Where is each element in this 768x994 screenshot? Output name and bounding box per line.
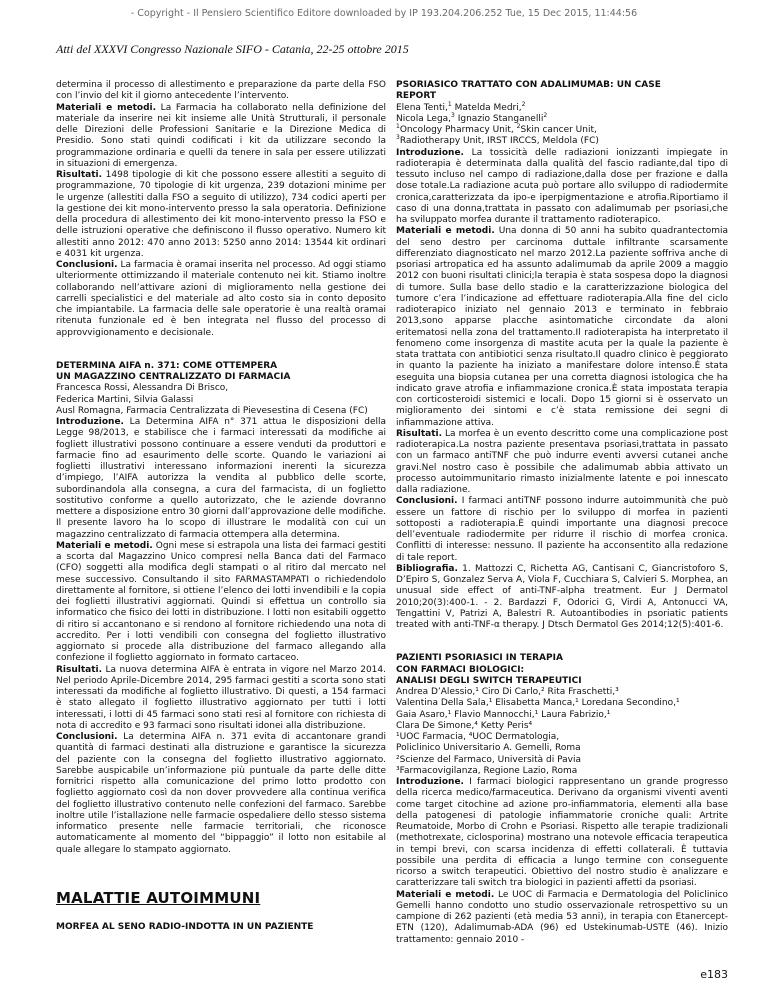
paragraph bbox=[396, 429, 728, 497]
heading-label: Conclusioni. bbox=[56, 732, 118, 742]
body-text: La determina AIFA n. 371 evita di accantonare grandi quantità di farmaci destinati alla distruzione e garantisce la sicurezza del paziente con la consegna del foglietto illustrativo aggiornato. Sarebbe auspicabile un’informazione più puntuale da parte delle ditte fornitrici rispetto alla comunicazione del primo lotto prodotto con foglietto aggiornato così da non dover provvedere alla continua verifica del foglietto illustrativo contenuto nelle confezioni del farmaco. Sarebbe inoltre utile l’istallazione nelle farmacie ospedaliere dello stesso sistema informatico presente nelle farmacie territoriali, che riconosce automaticamente al momento del “bippaggio” il lotto non esitabile al quale allegare lo stampato aggiornato. bbox=[56, 732, 386, 855]
heading-label: Bibliografia. bbox=[396, 563, 458, 574]
body-text: La morfea è un evento descritto come una complicazione post radioterapica.La nostra paziente presentava psoriasi,trattata in passato con un farmaco antiTNF che può indurre eventi avversi cutanei anche gravi.Nel nostro caso è possibile che adalimumab abbia attivato un processo autoimmunitario rimasto inizialmente latente e poi innescato dalla radiazione. bbox=[396, 428, 728, 495]
affiliation: ³Farmacovigilanza, Regione Lazio, Roma bbox=[396, 765, 578, 776]
affiliation: $^1$Oncology Pharmacy Unit, $^2$Skin cancer Unit, bbox=[396, 123, 597, 135]
body-text: I farmaci biologici rappresentano un grande progresso della ricerca medico/farmaceutica. Derivano da organismi viventi aventi come target citochine ad azione pro-infiammatoria, elementi alla base della patogenesi di patologie infiammatorie croniche quali: Artrite Reumatoide, Morbo di Crohn e Psoriasi. Rispetto alle terapie tradizionali (methotrexate, ciclosporina) mostrano una notevole efficacia terapeutica in tempi brevi, con scarsa incidenza di effetti collaterali. È tuttavia possibile una perdita di efficacia a lungo termine con conseguente ricorso a switch terapeutici. Obiettivo del nostro studio è analizzare e caratterizzare tali switch tra biologici in pazienti affetti da psoriasi. bbox=[396, 777, 728, 889]
heading-label: Introduzione. bbox=[396, 147, 464, 158]
paragraph bbox=[396, 148, 728, 227]
running-header: Atti del XXXVI Congresso Nazionale SIFO - Catania, 22-25 ottobre 2015 bbox=[56, 42, 409, 56]
paragraph bbox=[396, 890, 728, 946]
paragraph bbox=[56, 103, 386, 171]
body-text: I farmaci antiTNF possono indurre autoimmunità che può essere un fattore di rischio per lo sviluppo di morfea in pazienti sottoposti a radioterapia.È quindi importante una diagnosi precoce dell’eventuale radiodermite per ridurre il rischio di morfea cronica. Conflitti di interesse: nessuno. Il paziente ha acconsentito alla redazione di tale report. bbox=[396, 496, 728, 563]
body-text: Le UOC di Farmacia e Dermatologia del Policlinico Gemelli hanno condotto uno studio osservazionale retrospettivo su un campione di 262 pazienti (età media 53 anni), in terapia con Etanercept-ETN (120), Adalimumab-ADA (96) ed Ustekinumab-USTE (46). Inizio trattamento: gennaio 2010 - bbox=[396, 889, 728, 945]
heading-label: Risultati. bbox=[56, 170, 103, 180]
section-title: MALATTIE AUTOIMMUNI bbox=[56, 888, 261, 907]
body-text: La Farmacia ha collaborato nella definizione del materiale da inserire nei kit insieme alle Unità Strutturali, il personale delle Direzioni delle Professioni Sanitarie e la Direzione Medica di Presidio. Sono stati quindi codificati i kit da utilizzare secondo la programmazione ordinaria e quelli da tenere in sala per essere utilizzati in situazioni di emergenza. bbox=[56, 102, 386, 169]
heading-label: Risultati. bbox=[56, 664, 103, 675]
paragraph bbox=[56, 260, 386, 339]
heading-label: Materiali e metodi. bbox=[396, 889, 495, 900]
authors: Francesca Rossi, Alessandra Di Brisco, bbox=[56, 383, 229, 394]
article-title: UN MAGAZZINO CENTRALIZZATO DI FARMACIA bbox=[56, 372, 291, 382]
left-column bbox=[56, 80, 386, 933]
authors: Clara De Simone,⁴ Ketty Peris⁴ bbox=[396, 720, 533, 731]
article-title: PSORIASICO TRATTATO CON ADALIMUMAB: UN CASE bbox=[396, 80, 661, 90]
paragraph bbox=[396, 226, 728, 429]
authors: Federica Martini, Silvia Galassi bbox=[56, 394, 194, 405]
body-text: La nuova determina AIFA è entrata in vigore nel Marzo 2014. Nel periodo Aprile-Dicembre 2014, 295 farmaci gestiti a scorta sono stati interessati da modifiche al foglietto illustrativo. Di questi, a 154 farmaci è stato allegato il foglietto illustrativo aggiornato per tutti i lotti interessati, i lotti di 45 farmaci sono stati resi al fornitore con richiesta di nota di accredito e 93 farmaci sono risultati idonei alla distribuzione. bbox=[56, 664, 386, 731]
article-title: DETERMINA AIFA n. 371: COME OTTEMPERA bbox=[56, 360, 278, 371]
body-text: 1498 tipologie di kit che possono essere allestiti a seguito di programmazione, 70 tipologie di kit urgenza, 239 dotazioni minime per le urgenze (allestiti dalla FSO a seguito di utilizzo), 734 codici aperti per la gestione dei kit mono-intervento presso la sala operatoria. Definizione della procedura di allestimento dei kit mono-intervento presso la FSO e delle istruzioni operative che definiscono il flusso operativo. Numero kit allestiti anno 2012: 470 anno 2013: 5250 anno 2014: 13544 kit ordinari e 4031 kit urgenza. bbox=[56, 170, 386, 259]
paragraph bbox=[56, 170, 386, 260]
copyright-watermark: - Copyright - Il Pensiero Scientifico Editore downloaded by IP 193.204.206.252 Tue, 15 Dec 2015, 11:44:56 bbox=[130, 8, 638, 19]
right-column bbox=[396, 80, 728, 946]
heading-label: Materiali e metodi. bbox=[56, 102, 157, 113]
heading-label: Conclusioni. bbox=[56, 260, 118, 270]
authors: Valentina Della Sala,¹ Elisabetta Manca,¹ Loredana Secondino,¹ bbox=[396, 698, 680, 709]
heading-label: Risultati. bbox=[396, 428, 443, 439]
article-title: CON FARMACI BIOLOGICI: bbox=[396, 664, 525, 675]
authors: Nicola Lega,$^3$ Ignazio Stanganelli$^2$ bbox=[396, 111, 548, 124]
paragraph bbox=[56, 732, 386, 856]
affiliation: Policlinico Universitario A. Gemelli, Roma bbox=[396, 743, 581, 754]
authors: Andrea D’Alessio,¹ Ciro Di Carlo,² Rita Fraschetti,³ bbox=[396, 687, 619, 697]
paragraph: determina il processo di allestimento e preparazione da parte della FSO con l’invio del kit il giorno antecedente l’intervento. bbox=[56, 80, 386, 102]
affiliation: ¹UOC Farmacia, ⁴UOC Dermatologia, bbox=[396, 732, 560, 742]
article-title: PAZIENTI PSORIASICI IN TERAPIA bbox=[396, 653, 563, 664]
article-title: ANALISI DEGLI SWITCH TERAPEUTICI bbox=[396, 675, 582, 686]
paragraph bbox=[56, 541, 386, 665]
body-text: La tossicità delle radiazioni ionizzanti impiegate in radioterapia è determinata dalla qualità del fascio radiante,dal tipo di tessuto incluso nel campo di radiazione,dalla dose per frazione e dalla dose totale.La radiazione acuta può portare allo sviluppo di radiodermite cronica,caratterizzata da ipo-e iperpigmentazione e atrofia.Riportiamo il caso di una donna,trattata in passato con adalimumab per psoriasi,che ha sviluppato morfea durante il trattamento radioterapico. bbox=[396, 147, 728, 225]
affiliation: ²Scienze del Farmaco, Università di Pavia bbox=[396, 754, 582, 765]
body-text: La Determina AIFA n° 371 attua le disposizioni della Legge 98/2013, e stabilisce che i farmaci interessati da modifiche ai fogliett illustrativi possono continuare a essere venduti da produttori e farmacie fino ad esaurimento delle scorte. Quando le variazioni ai foglietti illustrativi interessano informazioni inerenti la sicurezza d’impiego, l’AIFA autorizza la vendita al pubblico delle scorte, subordinandola alla consegna, a cura del farmacista, di un foglietto sostitutivo conforme a quello autorizzato, che le aziende dovranno mettere a disposizione entro 30 giorni dall’approvazione delle modifiche. Il presente lavoro ha lo scopo di illustrare le modalità con cui un magazzino centralizzato di farmacia ottempera alla determina. bbox=[56, 417, 386, 540]
heading-label: Conclusioni. bbox=[396, 496, 458, 507]
heading-label: Introduzione. bbox=[56, 417, 124, 427]
heading-label: Materiali e metodi. bbox=[396, 226, 495, 237]
affiliation: Ausl Romagna, Farmacia Centralizzata di Pievesestina di Cesena (FC) bbox=[56, 405, 368, 416]
article-title: MORFEA AL SENO RADIO-INDOTTA IN UN PAZIENTE bbox=[56, 921, 314, 932]
paragraph bbox=[396, 777, 728, 890]
paragraph bbox=[396, 496, 728, 564]
body-text: Una donna di 50 anni ha subito quadrantectomia del seno destro per carcinoma duttale infiltrante scarsamente differenziato diagnosticato nel marzo 2012.La paziente soffriva anche di psoriasi artropatica ed ha assunto adalimumab da aprile 2009 a maggio 2012 con buoni risultati clinici;la terapia è stata sospesa dopo la diagnosi di tumore. Sulla base dello stadio e la caratterizzazione biologica del tumore c’era l’indicazione ad effettuare radioterapia.Alla fine del ciclo radioterapico iniziato nel gennaio 2013 e terminato in febbraio 2013,sono apparse placche asintomatiche circondate da aloni eritematosi nella zona del trattamento.Il radioterapista ha interpretato il fenomeno come insorgenza di mastite acuta per la quale la paziente è stata trattata con antibiotici senza risultato.Il quadro clinico è peggiorato in quanto la paziente ha iniziato a manifestare dolore intenso.È stata eseguita una biopsia cutanea per una corretta diagnosi istologica che ha indicato grave atrofia e infiammazione cronica.È stata impostata terapia con corticosteroidi sistemici e locali. Dopo 15 giorni si è osservato un miglioramento dei sintomi e c’è stata remissione dei segni di infiammazione attiva. bbox=[396, 226, 728, 428]
affiliation: $^3$Radiotherapy Unit, IRST IRCCS, Meldola (FC) bbox=[396, 134, 599, 147]
body-text: Ogni mese si estrapola una lista dei farmaci gestiti a scorta dal Magazzino Unico compresi nella Banca dati del Farmaco (CFO) soggetti alla modifica degli stampati o al ritiro dal mercato nel mese successivo. Consultando il sito FARMASTAMPATI o richiedendolo direttamente al fornitore, si ottiene l’elenco dei lotti invendibili e la copia dei foglietti illustrativi aggiornati. Quindi si effettua un controllo sia informatico che fisico dei lotti in distribuzione. I lotti non esitabili oggetto di ritiro si accantonano e si rendono al fornitore richiedendo una nota di accredito. Per i lotti vendibili con consegna del foglietto illustrativo aggiornato si procede alla distribuzione del farmaco allegando alla confezione il foglietto aggiornato in formato cartaceo. bbox=[56, 540, 386, 664]
page-number: e183 bbox=[700, 968, 728, 981]
paragraph bbox=[396, 564, 728, 632]
article-title: REPORT bbox=[396, 91, 436, 102]
paragraph bbox=[56, 417, 386, 541]
body-text: 1. Mattozzi C, Richetta AG, Cantisani C, Giancristoforo S, D’Epiro S, Gonzalez Serva A, Viola F, Cucchiara S, Calvieri S. Morphea, an unusual side effect of anti-TNF-alpha treatment. Eur J Dermatol 2010;20(3):400-1. - 2. Bardazzi F, Odorici G, Virdi A, Antonucci VA, Tengattini V, Patrizi A, Balestri R. Autoantibodies in psoriatic patients treated with anti-TNF-α therapy. J Dtsch Dermatol Ges 2014;12(5):401-6. bbox=[396, 563, 728, 630]
heading-label: Materiali e metodi. bbox=[56, 540, 153, 551]
paragraph bbox=[56, 665, 386, 733]
authors: Gaia Asaro,¹ Flavio Mannocchi,¹ Laura Fabrizio,¹ bbox=[396, 709, 611, 720]
heading-label: Introduzione. bbox=[396, 777, 464, 787]
authors: Elena Tenti,$^1$ Matelda Medri,$^2$ bbox=[396, 100, 526, 113]
body-text: La farmacia è oramai inserita nel processo. Ad oggi stiamo ulteriormente ottimizzando il materiale contenuto nei kit. Stiamo inoltre collaborando nell’attivare azioni di miglioramento nella gestione dei carrelli specialistici e del materiale ad alto costo sia in conto deposito che impiantabile. La farmacia delle sale operatorie è una realtà oramai ritenuta funzionale ed è ben integrata nel flusso del processo di approvvigionamento e decisionale. bbox=[56, 260, 386, 338]
